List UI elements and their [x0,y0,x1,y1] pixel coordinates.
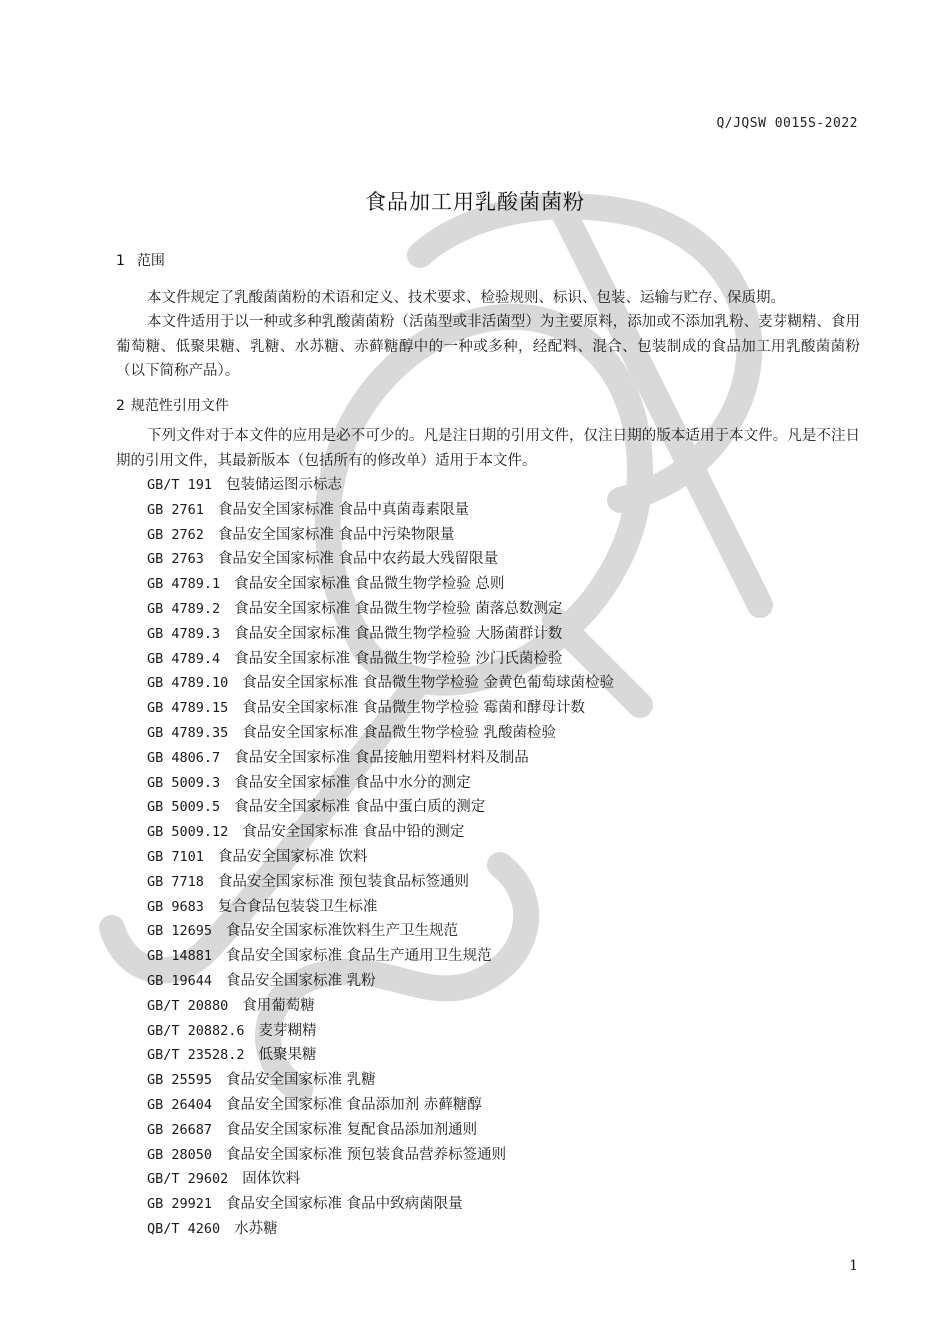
reference-item [147,1093,614,1118]
reference-title: 食品安全国家标准 食品微生物学检验 金黄色葡萄球菌检验 [242,675,614,692]
reference-code: GB 19644 [147,972,213,989]
reference-item [147,870,614,895]
reference-title: 食品安全国家标准 食品中水分的测定 [234,774,471,791]
reference-item [147,895,614,920]
reference-item [147,1043,614,1068]
reference-title: 食品安全国家标准 食品生产通用卫生规范 [226,948,492,965]
reference-item [147,498,614,523]
reference-code: GB 29921 [147,1196,213,1213]
document-title: 食品加工用乳酸菌菌粉 [365,190,585,214]
reference-title: 水苏糖 [234,1220,278,1237]
reference-item [147,696,614,721]
reference-title: 食品安全国家标准 预包装食品标签通则 [217,873,470,890]
reference-code: GB 4789.4 [147,650,221,667]
reference-code: GB 4789.35 [147,724,229,741]
section-2-intro: 下列文件对于本文件的应用是必不可少的。凡是注日期的引用文件，仅注日期的版本适用于本文件。凡是不注日期的引用文件，其最新版本（包括所有的修改单）适用于本文件。 [116,428,860,469]
reference-item [147,820,614,845]
reference-title: 食品安全国家标准饮料生产卫生规范 [226,923,459,940]
reference-item [147,1192,614,1217]
reference-title: 食品安全国家标准 食品中农药最大残留限量 [217,551,499,568]
reference-title: 食品安全国家标准 复配食品添加剂通则 [226,1121,478,1138]
reference-item [147,1217,614,1242]
reference-code: GB 4806.7 [147,749,221,766]
reference-code: QB/T 4260 [147,1220,221,1237]
reference-title: 食品安全国家标准 食品中蛋白质的测定 [234,799,486,816]
reference-code: GB/T 20882.6 [147,1022,245,1039]
reference-title: 食品安全国家标准 食品微生物学检验 总则 [234,576,505,593]
reference-code: GB 4789.1 [147,576,221,593]
section-1-paragraph-1: 本文件规定了乳酸菌菌粉的术语和定义、技术要求、检验规则、标识、包装、运输与贮存、保质期。 [147,290,785,306]
reference-title: 食品安全国家标准 食品中真菌毒素限量 [217,501,470,518]
reference-item [147,919,614,944]
reference-code: GB/T 20880 [147,997,229,1014]
reference-item [147,622,614,647]
reference-code: GB 26687 [147,1121,213,1138]
reference-item [147,671,614,696]
page-number: 1 [849,1258,858,1274]
reference-list [147,473,614,1242]
reference-item [147,1068,614,1093]
reference-title: 食品安全国家标准 食品添加剂 赤藓糖醇 [226,1096,482,1113]
reference-title: 食用葡萄糖 [242,997,315,1014]
section-1-heading [116,250,165,270]
reference-code: GB 4789.3 [147,625,221,642]
reference-title: 食品安全国家标准 食品中污染物限量 [217,526,455,543]
reference-item [147,771,614,796]
reference-code: GB 9683 [147,898,204,915]
reference-title: 食品安全国家标准 食品中致病菌限量 [226,1196,463,1213]
reference-code: GB 4789.15 [147,700,229,717]
reference-title: 食品安全国家标准 食品微生物学检验 大肠菌群计数 [234,625,563,642]
reference-code: GB 5009.3 [147,774,221,791]
reference-item [147,647,614,672]
reference-title: 麦芽糊精 [258,1022,317,1039]
reference-item [147,1143,614,1168]
reference-title: 食品安全国家标准 乳粉 [226,972,376,989]
reference-title: 食品安全国家标准 食品微生物学检验 乳酸菌检验 [242,724,556,741]
reference-code: GB/T 191 [147,477,213,493]
reference-code: GB 2762 [147,526,204,543]
reference-item [147,572,614,597]
reference-code: GB 4789.2 [147,600,221,617]
document-code: Q/JQSW 0015S-2022 [716,116,858,131]
reference-code: GB 2761 [147,501,204,518]
reference-item [147,795,614,820]
reference-item [147,1118,614,1143]
reference-title: 食品安全国家标准 食品微生物学检验 沙门氏菌检验 [234,650,563,667]
section-1-title: 范围 [136,253,165,269]
reference-code: GB 26404 [147,1096,213,1113]
reference-code: GB/T 23528.2 [147,1047,245,1064]
reference-item [147,944,614,969]
reference-code: GB 7101 [147,848,204,865]
reference-code: GB 14881 [147,948,213,965]
reference-code: GB 7718 [147,873,204,890]
reference-title: 复合食品包装袋卫生标准 [217,898,378,915]
reference-code: GB 28050 [147,1146,213,1163]
section-1-number: 1 [116,253,125,269]
reference-item [147,845,614,870]
section-2-title: 规范性引用文件 [130,398,229,414]
reference-title: 食品安全国家标准 饮料 [217,848,368,865]
reference-title: 低聚果糖 [258,1047,317,1064]
reference-item [147,994,614,1019]
reference-title: 食品安全国家标准 食品微生物学检验 霉菌和酵母计数 [242,700,585,717]
reference-code: GB 2763 [147,551,204,568]
section-2-heading [116,395,229,415]
reference-item [147,1167,614,1192]
reference-title: 食品安全国家标准 预包装食品营养标签通则 [226,1146,507,1163]
reference-title: 固体饮料 [242,1171,301,1188]
reference-item [147,721,614,746]
reference-code: GB 12695 [147,923,213,940]
reference-code: GB/T 29602 [147,1171,229,1188]
reference-item [147,547,614,572]
reference-item [147,969,614,994]
reference-code: GB 5009.12 [147,824,229,841]
reference-item [147,746,614,771]
reference-title: 食品安全国家标准 食品接触用塑料材料及制品 [234,749,529,766]
reference-title: 食品安全国家标准 食品中铅的测定 [242,824,465,841]
reference-item [147,523,614,548]
section-2-number: 2 [116,398,125,414]
reference-item [147,597,614,622]
reference-item [147,473,614,498]
reference-title: 食品安全国家标准 乳糖 [226,1072,376,1089]
reference-code: GB 25595 [147,1072,213,1089]
reference-code: GB 5009.5 [147,799,221,816]
reference-code: GB 4789.10 [147,675,229,692]
section-1-paragraph-2: 本文件适用于以一种或多种乳酸菌菌粉（活菌型或非活菌型）为主要原料，添加或不添加乳粉、麦芽糊精、食用葡萄糖、低聚果糖、乳糖、水苏糖、赤藓糖醇中的一种或多种，经配料、混合、包装制成的食品加工用乳酸菌菌粉（以下简称产品）。 [116,314,860,379]
reference-item [147,1019,614,1044]
reference-title: 食品安全国家标准 食品微生物学检验 菌落总数测定 [234,600,563,617]
reference-title: 包装储运图示标志 [226,477,343,493]
